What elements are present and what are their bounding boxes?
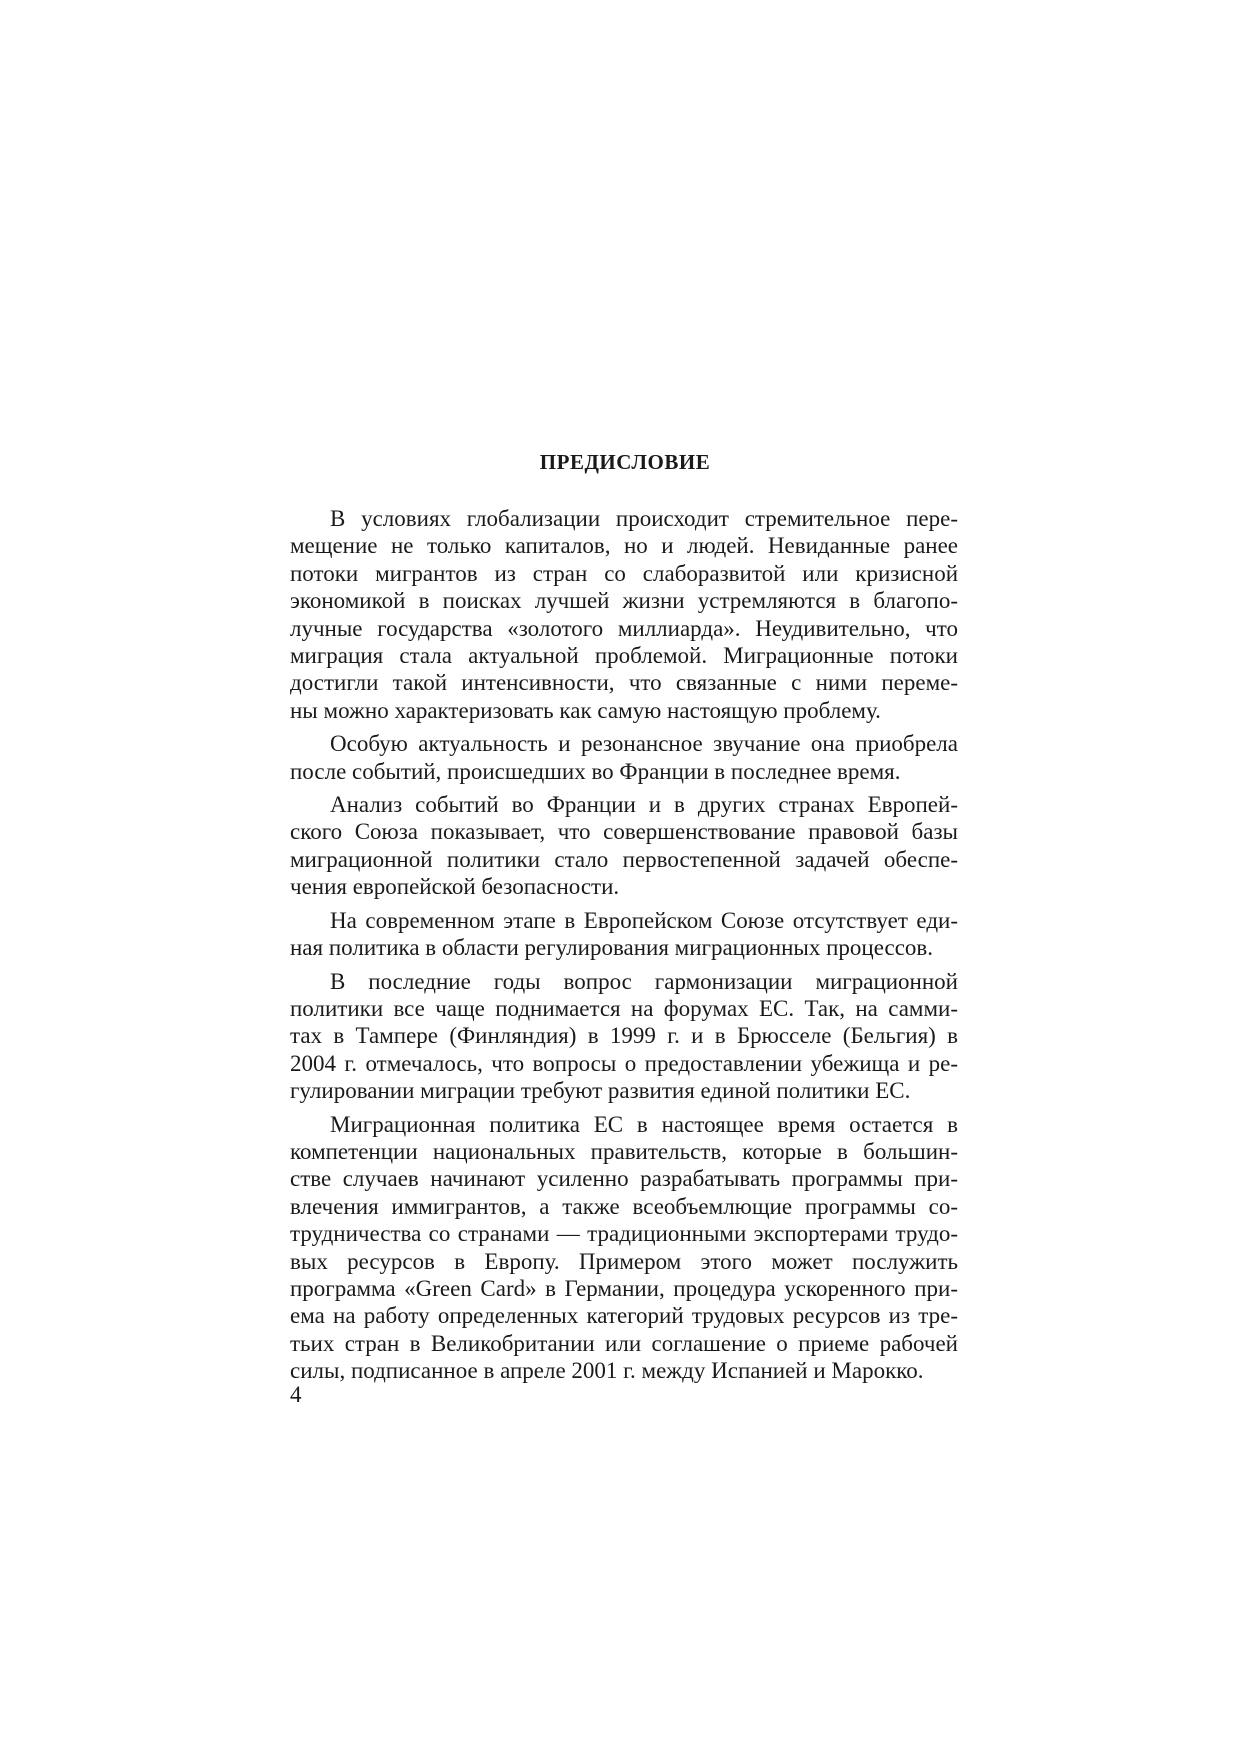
text-line: тах в Тампере (Финляндия) в 1999 г. и в Брюсселе (Бельгия) в	[290, 1023, 958, 1049]
text-line: политики все чаще поднимается на форумах ЕС. Так, на самми-	[290, 995, 958, 1021]
text-line: ского Союза показывает, что совершенствование правовой базы	[290, 819, 958, 845]
text-line: ны можно характеризовать как самую настоящую проблему.	[290, 697, 881, 723]
text-line: чения европейской безопасности.	[290, 874, 620, 900]
text-line: силы, подписанное в апреле 2001 г. между Испанией и Марокко.	[290, 1358, 924, 1384]
text-line: экономикой в поисках лучшей жизни устремляются в благопо-	[290, 588, 958, 614]
text-line: влечения иммигрантов, а также всеобъемлющие программы со-	[290, 1193, 958, 1219]
paragraph	[290, 505, 958, 724]
text-line: потоки мигрантов из стран со слаборазвитой или кризисной	[290, 560, 958, 586]
text-line: лучные государства «золотого миллиарда». Неудивительно, что	[290, 615, 958, 641]
text-line: Миграционная политика ЕС в настоящее время остается в	[330, 1111, 958, 1137]
text-line: ема на работу определенных категорий трудовых ресурсов из тре-	[290, 1303, 958, 1329]
text-line: мещение не только капиталов, но и людей. Невиданные ранее	[290, 533, 958, 559]
text-line: Анализ событий во Франции и в других странах Европей-	[330, 792, 958, 818]
text-line: На современном этапе в Европейском Союзе отсутствует еди-	[330, 907, 958, 933]
text-line: тьих стран в Великобритании или соглашение о приеме рабочей	[290, 1330, 958, 1356]
text-line: программа «Green Card» в Германии, процедура ускоренного при-	[290, 1275, 958, 1301]
page-number: 4	[290, 1382, 302, 1407]
text-line: вых ресурсов в Европу. Примером этого может послужить	[290, 1248, 958, 1274]
paragraph	[290, 791, 958, 901]
paragraph	[290, 907, 958, 962]
page-title: ПРЕДИСЛОВИЕ	[539, 450, 711, 474]
text-line: 2004 г. отмечалось, что вопросы о предоставлении убежища и ре-	[290, 1050, 958, 1076]
text-line: ная политика в области регулирования миграционных процессов.	[290, 935, 934, 961]
text-line: достигли такой интенсивности, что связанные с ними переме-	[290, 670, 958, 696]
paragraph	[290, 1111, 958, 1385]
text-line: В условиях глобализации происходит стремительное пере-	[330, 506, 958, 531]
text-line: после событий, происшедших во Франции в последнее время.	[290, 758, 901, 784]
text-line: Особую актуальность и резонансное звучание она приобрела	[330, 731, 958, 757]
text-line: трудничества со странами — традиционными экспортерами трудо-	[290, 1221, 958, 1247]
text-line: компетенции национальных правительств, которые в большин-	[290, 1138, 958, 1164]
text-line: стве случаев начинают усиленно разрабатывать программы при-	[290, 1166, 958, 1192]
text-line: гулировании миграции требуют развития единой политики ЕС.	[290, 1078, 911, 1104]
body-text	[290, 505, 958, 1391]
text-line: В последние годы вопрос гармонизации миграционной	[330, 968, 958, 994]
paragraph	[290, 730, 958, 785]
paragraph	[290, 968, 958, 1105]
text-line: миграционной политики стало первостепенной задачей обеспе-	[290, 846, 958, 872]
text-line: миграция стала актуальной проблемой. Миграционные потоки	[290, 643, 958, 669]
